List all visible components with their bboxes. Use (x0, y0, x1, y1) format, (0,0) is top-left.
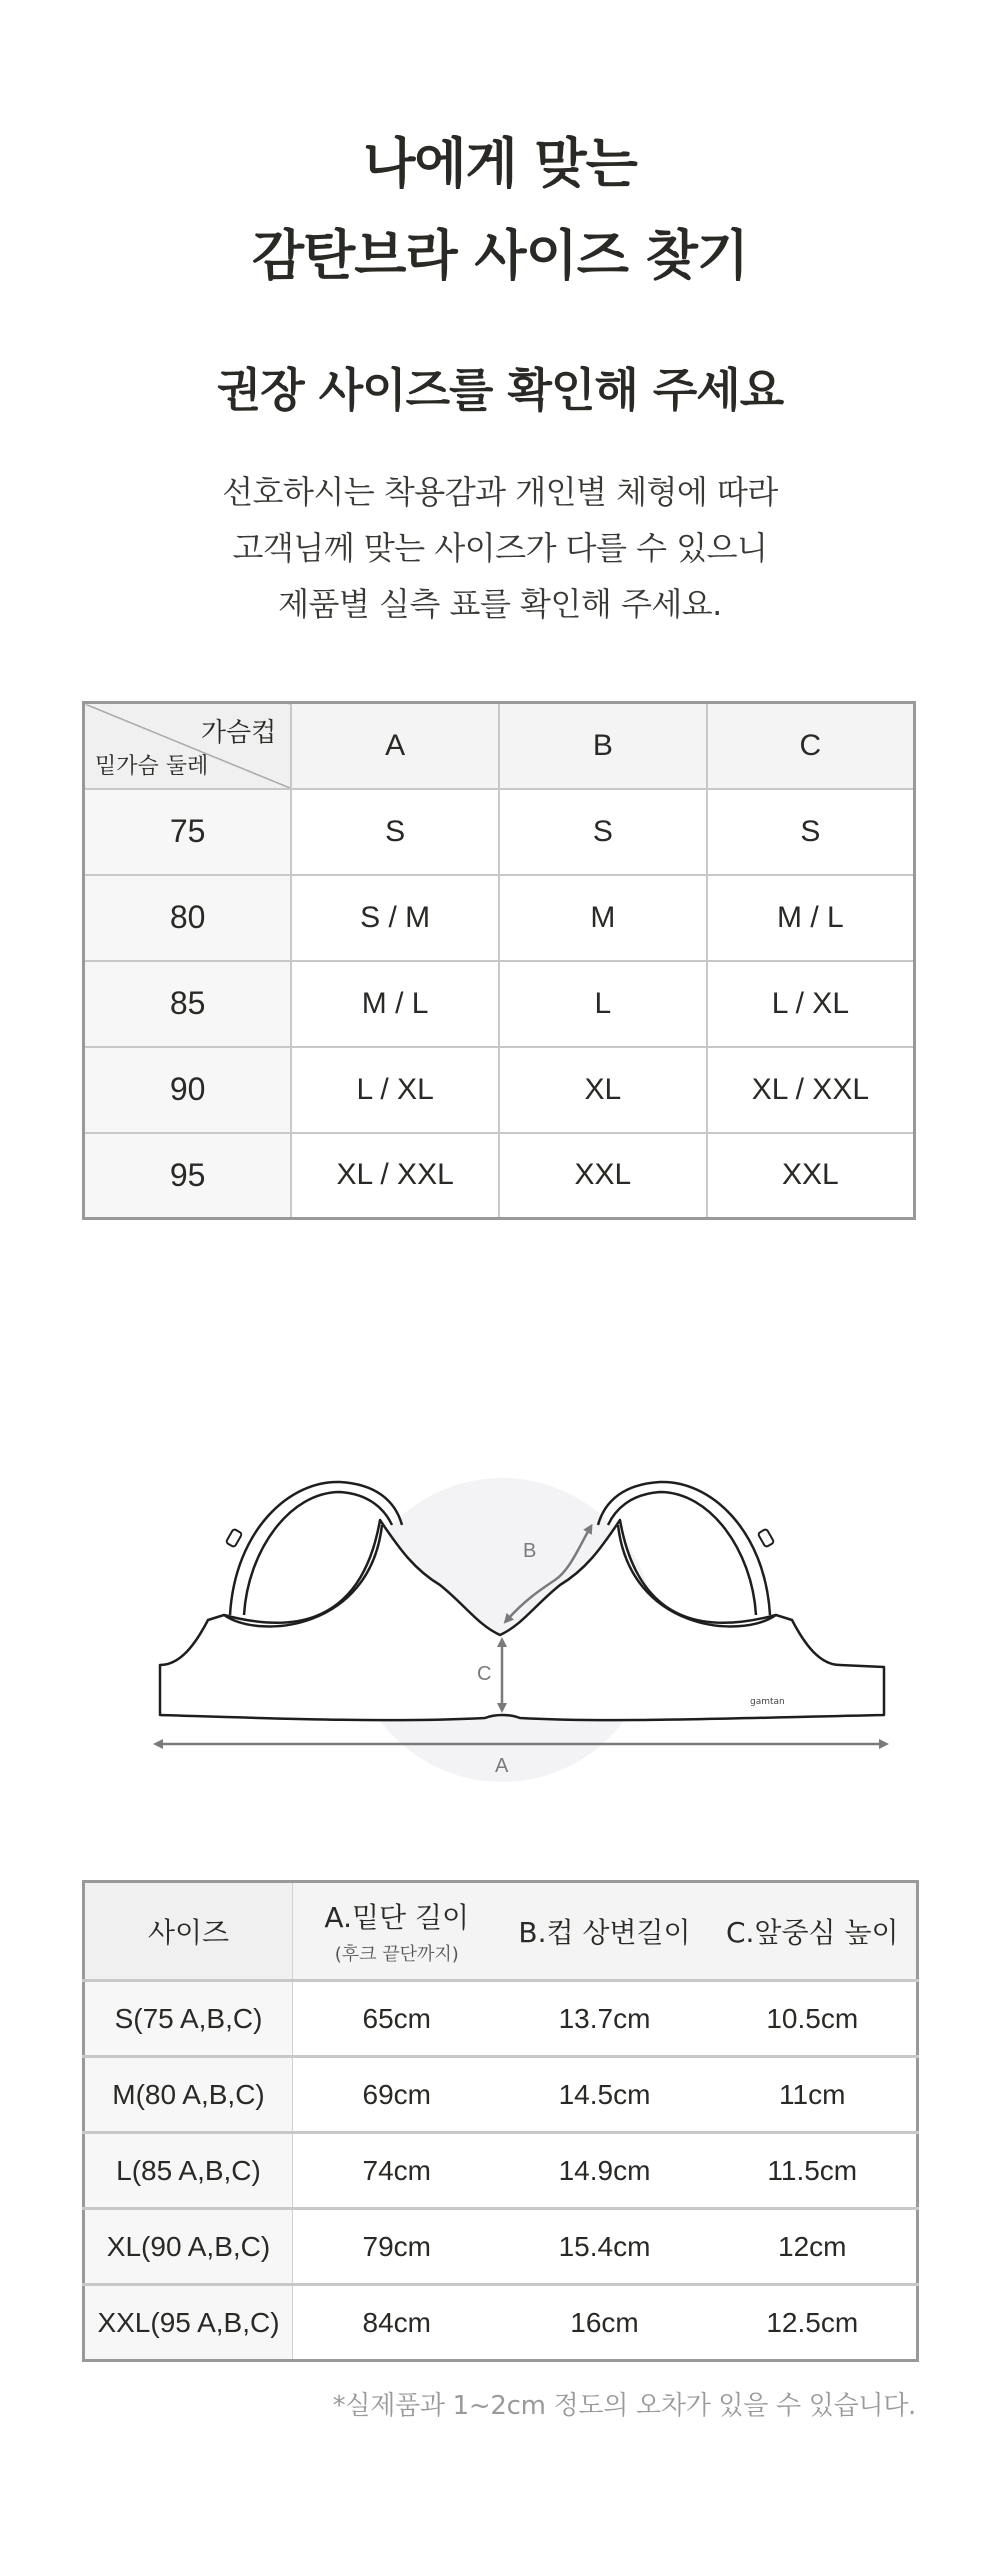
measure-a-cell: 79cm (293, 2209, 501, 2285)
strap-adjuster-right (758, 1529, 775, 1548)
size-cell: M(80 A,B,C) (84, 2057, 293, 2133)
size-cell: S (707, 789, 915, 875)
column-header-cup-c: C (707, 703, 915, 789)
measure-c-cell: 12.5cm (709, 2285, 918, 2361)
table-row (84, 2133, 918, 2209)
band-cell: 95 (84, 1133, 292, 1219)
recommended-size-table (82, 701, 916, 1220)
label-a: A (495, 1755, 509, 1777)
column-header-cup-a: A (291, 703, 499, 789)
measure-c-cell: 10.5cm (709, 1981, 918, 2057)
table-row (84, 1047, 915, 1133)
label-b: B (523, 1540, 537, 1562)
description-line: 제품별 실측 표를 확인해 주세요. (278, 585, 722, 623)
measure-b-cell: 14.5cm (501, 2057, 709, 2133)
table-row (84, 875, 915, 961)
size-cell: S (291, 789, 499, 875)
header-a-label: A.밑단 길이 (324, 1901, 470, 1934)
description-line: 고객님께 맞는 사이즈가 다를 수 있으니 (232, 529, 768, 567)
brand-logo: gamtan (750, 1697, 785, 1707)
column-header-c: C.앞중심 높이 (709, 1882, 918, 1981)
size-cell: S (499, 789, 707, 875)
measure-b-cell: 16cm (501, 2285, 709, 2361)
table-row (84, 1981, 918, 2057)
size-cell: L / XL (291, 1047, 499, 1133)
size-cell: S(75 A,B,C) (84, 1981, 293, 2057)
size-cell: L (499, 961, 707, 1047)
measure-a-cell: 65cm (293, 1981, 501, 2057)
description-line: 선호하시는 착용감과 개인별 체형에 따라 (222, 473, 778, 511)
column-header-cup-b: B (499, 703, 707, 789)
band-cell: 90 (84, 1047, 292, 1133)
size-cell: M / L (707, 875, 915, 961)
size-cell: XXL (499, 1133, 707, 1219)
title-line-2: 감탄브라 사이즈 찾기 (251, 224, 749, 287)
table-row (84, 789, 915, 875)
column-header-size: 사이즈 (84, 1882, 293, 1981)
measure-b-cell: 14.9cm (501, 2133, 709, 2209)
underbust-label: 밑가슴 둘레 (95, 753, 209, 779)
size-cell: M / L (291, 961, 499, 1047)
measure-b-cell: 15.4cm (501, 2209, 709, 2285)
strap-adjuster-left (226, 1529, 243, 1548)
title-line-1: 나에게 맞는 (363, 132, 637, 195)
size-cell: XL(90 A,B,C) (84, 2209, 293, 2285)
table-row (84, 2209, 918, 2285)
measure-a-cell: 84cm (293, 2285, 501, 2361)
size-cell: XXL(95 A,B,C) (84, 2285, 293, 2361)
measure-c-cell: 12cm (709, 2209, 918, 2285)
header-a-sublabel: (후크 끝단까지) (334, 1944, 459, 1965)
size-cell: XL / XXL (291, 1133, 499, 1219)
size-cell: S / M (291, 875, 499, 961)
size-cell: L(85 A,B,C) (84, 2133, 293, 2209)
measurement-table (82, 1880, 919, 2362)
band-cell: 80 (84, 875, 292, 961)
bra-measurement-diagram (140, 1440, 900, 1820)
table-header-row (84, 1882, 918, 1981)
description (0, 464, 1000, 632)
column-header-a (293, 1882, 501, 1981)
measure-c-cell: 11cm (709, 2057, 918, 2133)
measure-c-cell: 11.5cm (709, 2133, 918, 2209)
corner-header-cell (84, 703, 292, 789)
bra-illustration (140, 1440, 900, 1820)
label-c: C (477, 1663, 492, 1685)
size-cell: XL (499, 1047, 707, 1133)
table-header-row (84, 703, 915, 789)
size-cell: M (499, 875, 707, 961)
size-cell: XL / XXL (707, 1047, 915, 1133)
section-subtitle: 권장 사이즈를 확인해 주세요 (216, 363, 784, 417)
tolerance-footnote: *실제품과 1~2cm 정도의 오차가 있을 수 있습니다. (332, 2391, 916, 2421)
cup-label: 가슴컵 (200, 718, 277, 748)
table-row (84, 961, 915, 1047)
table-row (84, 2057, 918, 2133)
page-title (0, 118, 1000, 302)
size-cell: L / XL (707, 961, 915, 1047)
column-header-b: B.컵 상변길이 (501, 1882, 709, 1981)
band-cell: 85 (84, 961, 292, 1047)
size-cell: XXL (707, 1133, 915, 1219)
measure-b-cell: 13.7cm (501, 1981, 709, 2057)
band-cell: 75 (84, 789, 292, 875)
measure-a-cell: 69cm (293, 2057, 501, 2133)
table-row (84, 1133, 915, 1219)
table-row (84, 2285, 918, 2361)
measure-a-cell: 74cm (293, 2133, 501, 2209)
